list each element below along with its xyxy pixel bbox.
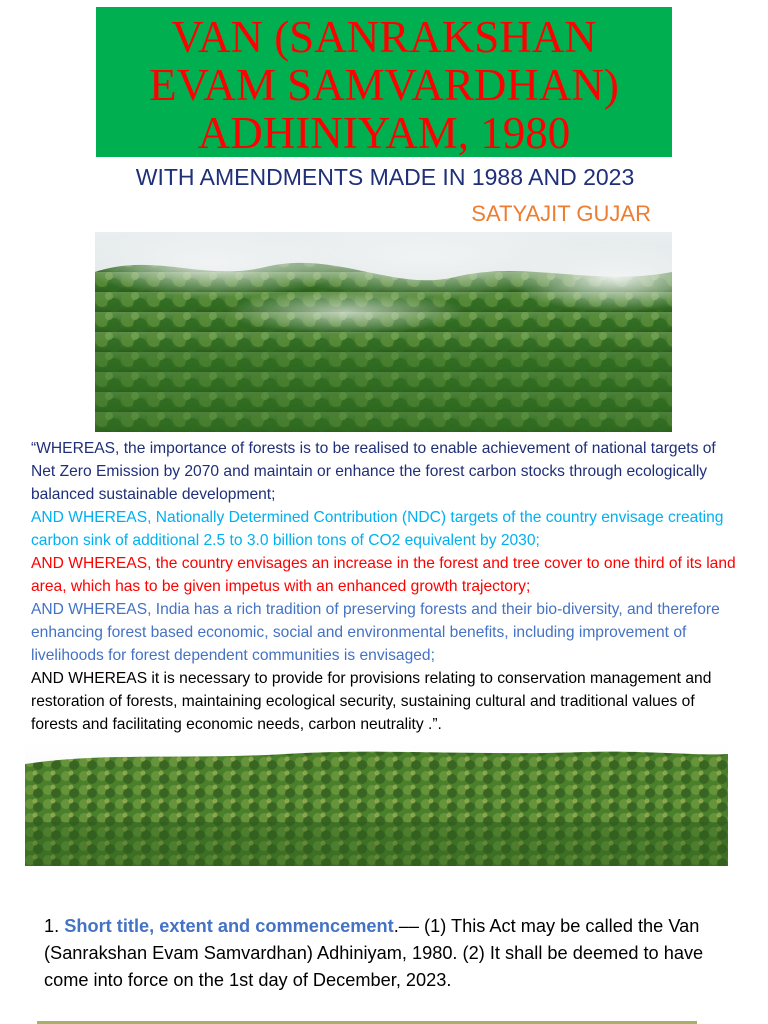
section-1-text — [44, 913, 724, 994]
title-line-2: EVAM SAMVARDHAN) — [149, 60, 619, 110]
title-line-3: ADHINIYAM, 1980 — [197, 108, 571, 158]
preamble-clause-5: AND WHEREAS it is necessary to provide for provisions relating to conservation management and restoration of forests, maintaining ecological security, sustaining cultural and traditional values of forests and facilitating economic needs, carbon neutrality .”. — [31, 670, 712, 733]
subtitle: WITH AMENDMENTS MADE IN 1988 AND 2023 — [135, 164, 635, 190]
title-banner — [96, 7, 672, 157]
section-number: 1. — [44, 916, 65, 936]
forest-illustration — [95, 232, 672, 432]
preamble-clause-1: “WHEREAS, the importance of forests is to be realised to enable achievement of national targets of Net Zero Emission by 2070 and maintain or enhance the forest carbon stocks through ecologically balanced sustainable development; — [31, 440, 716, 503]
preamble — [31, 437, 743, 736]
author-name: SATYAJIT GUJAR — [471, 201, 651, 226]
title-line-1: VAN (SANRAKSHAN — [171, 12, 597, 62]
forested-hillside-photo — [25, 742, 728, 866]
misty-forest-photo — [95, 232, 672, 432]
section-heading: Short title, extent and commencement — [64, 916, 394, 936]
forest-photo-partial — [37, 1016, 697, 1024]
section-body: .–– (1) This Act may be called the Van (Sanrakshan Evam Samvardhan) Adhiniyam, 1980. (2) It shall be deemed to have come into force on the 1st day of December, 2023. — [44, 916, 704, 990]
preamble-clause-4: AND WHEREAS, India has a rich tradition of preserving forests and their bio-diversity, and therefore enhancing forest based economic, social and environmental benefits, including improvement of livelihoods for forest dependent communities is envisaged; — [31, 601, 720, 664]
preamble-clause-2: AND WHEREAS, Nationally Determined Contribution (NDC) targets of the country envisage creating carbon sink of additional 2.5 to 3.0 billion tons of CO2 equivalent by 2030; — [31, 509, 724, 549]
hillside-illustration — [25, 742, 728, 866]
preamble-clause-3: AND WHEREAS, the country envisages an increase in the forest and tree cover to one third of its land area, which has to be given impetus with an enhanced growth trajectory; — [31, 555, 736, 595]
